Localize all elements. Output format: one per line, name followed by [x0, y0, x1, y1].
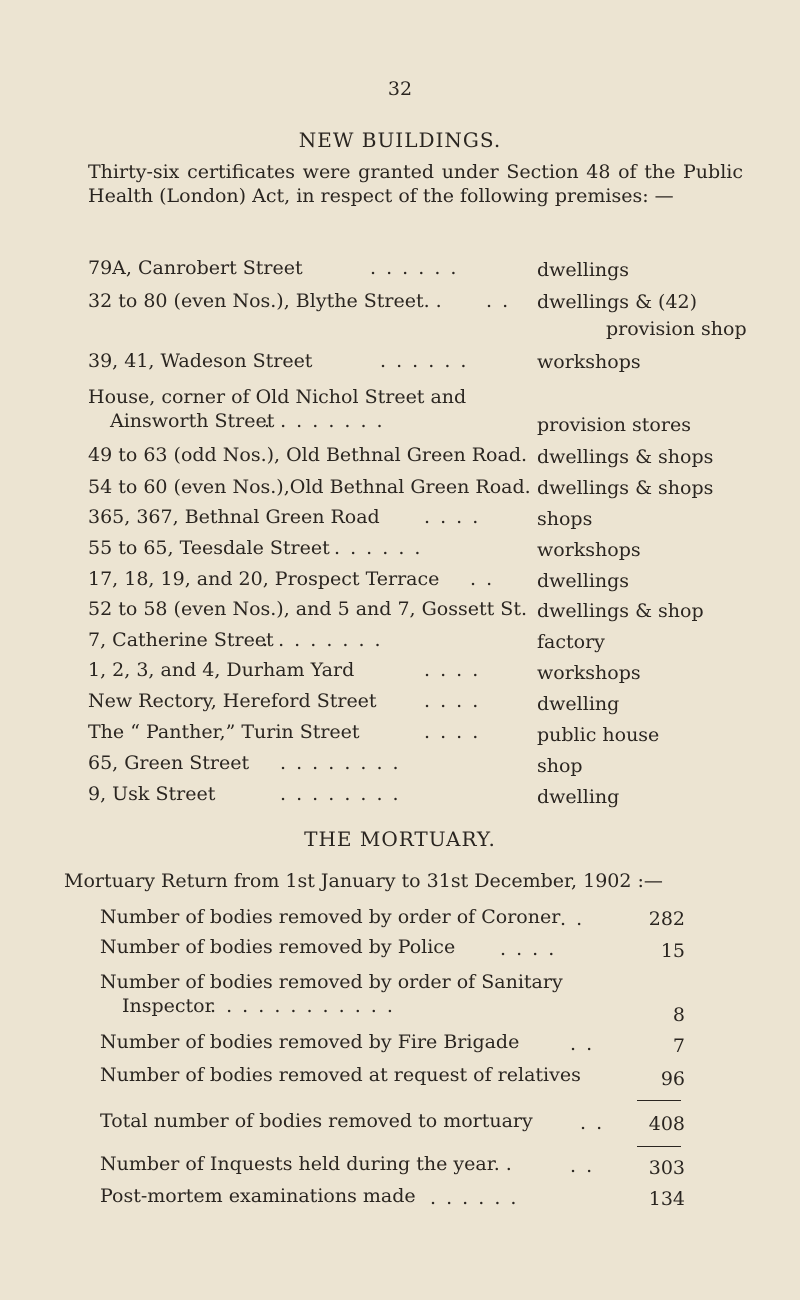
entry-leader: . . . . [424, 690, 481, 712]
entry-address: 79A, Canrobert Street [88, 257, 303, 279]
entry-use: dwellings & shops [537, 477, 714, 499]
entry-use-continued: provision shop [606, 318, 747, 340]
entry-address: New Rectory, Hereford Street [88, 690, 377, 712]
entry-address: 55 to 65, Teesdale Street [88, 537, 330, 559]
entry-address: 9, Usk Street [88, 783, 216, 805]
entry-use: factory [537, 631, 605, 653]
row-value: 408 [648, 1113, 685, 1135]
row-label: Number of bodies removed by order of Coroner [100, 906, 561, 928]
row-leader: . . [580, 1112, 605, 1134]
entry-address: 54 to 60 (even Nos.),Old Bethnal Green Road. [88, 476, 531, 498]
entry-leader: . . . . . . [370, 257, 459, 279]
row-label: Number of bodies removed by order of Sanitary [100, 971, 563, 993]
row-value: 96 [660, 1068, 685, 1090]
row-value: 134 [648, 1188, 685, 1210]
row-value: 7 [672, 1035, 685, 1057]
entry-use: dwellings & shop [537, 600, 704, 622]
entry-leader: . . [486, 290, 511, 312]
entry-leader: . . [470, 568, 495, 590]
entry-use: dwelling [537, 786, 620, 808]
entry-leader: . . . . . . [334, 537, 423, 559]
new-buildings-heading: NEW BUILDINGS. [298, 128, 502, 152]
entry-address: 17, 18, 19, and 20, Prospect Terrace [88, 568, 440, 590]
entry-use: dwellings & shops [537, 446, 714, 468]
entry-leader: . . . . [424, 659, 481, 681]
entry-address: House, corner of Old Nichol Street and [88, 386, 467, 408]
entry-leader: . . . . . . . . [280, 752, 401, 774]
row-leader: . . . . . . [430, 1187, 519, 1209]
entry-address: 32 to 80 (even Nos.), Blythe Street. . [88, 290, 442, 312]
row-label: Number of bodies removed by Fire Brigade [100, 1031, 520, 1053]
row-value: 8 [672, 1004, 685, 1026]
entry-use: dwellings & (42) [537, 291, 698, 313]
row-leader: . . [570, 1155, 595, 1177]
entry-address: 65, Green Street [88, 752, 250, 774]
row-label-continued: Inspector [122, 995, 214, 1017]
entry-address: 1, 2, 3, and 4, Durham Yard [88, 659, 355, 681]
entry-address: 365, 367, Bethnal Green Road [88, 506, 380, 528]
entry-address: 39, 41, Wadeson Street [88, 350, 313, 372]
sum-rule [637, 1100, 681, 1101]
entry-use: dwelling [537, 693, 620, 715]
entry-address-continued: Ainsworth Street [110, 410, 275, 432]
entry-use: shops [537, 508, 593, 530]
row-value: 303 [648, 1157, 685, 1179]
entry-use: provision stores [537, 414, 691, 436]
entry-leader: . . . . . . . . [264, 410, 385, 432]
entry-use: workshops [537, 662, 641, 684]
entry-use: workshops [537, 539, 641, 561]
row-leader: . . . . . . . . . . . . [210, 995, 395, 1017]
row-label: Number of Inquests held during the year. . [100, 1153, 512, 1175]
entry-use: dwellings [537, 259, 630, 281]
row-label: Number of bodies removed at request of relatives [100, 1064, 581, 1086]
page-number: 32 [387, 78, 413, 100]
entry-leader: . . . . . . [380, 350, 469, 372]
row-leader: . . [570, 1033, 595, 1055]
entry-leader: . . . . . . . . [280, 783, 401, 805]
mortuary-intro: Mortuary Return from 1st January to 31st December, 1902 :— [64, 870, 663, 892]
entry-use: shop [537, 755, 583, 777]
entry-leader: . . . . [424, 506, 481, 528]
row-label: Total number of bodies removed to mortuary [100, 1110, 533, 1132]
entry-address: 52 to 58 (even Nos.), and 5 and 7, Gossett St. [88, 598, 527, 620]
entry-address: 49 to 63 (odd Nos.), Old Bethnal Green Road. [88, 444, 528, 466]
entry-use: workshops [537, 351, 641, 373]
row-value: 282 [648, 908, 685, 930]
row-label: Post-mortem examinations made [100, 1185, 416, 1207]
row-leader: . . . . [500, 938, 557, 960]
mortuary-heading: THE MORTUARY. [304, 827, 496, 851]
entry-leader: . . . . [424, 721, 481, 743]
entry-leader: . . . . . . . . [262, 629, 383, 651]
entry-use: public house [537, 724, 660, 746]
row-leader: . . [560, 908, 585, 930]
entry-address: The “ Panther,” Turin Street [88, 721, 360, 743]
row-value: 15 [660, 940, 685, 962]
entry-use: dwellings [537, 570, 630, 592]
row-label: Number of bodies removed by Police [100, 936, 456, 958]
new-buildings-intro: Thirty-six certificates were granted under Section 48 of the Public Health (London) Act, in respect of the following premises: — [88, 161, 743, 207]
entry-address: 7, Catherine Street [88, 629, 274, 651]
sum-rule [637, 1146, 681, 1147]
